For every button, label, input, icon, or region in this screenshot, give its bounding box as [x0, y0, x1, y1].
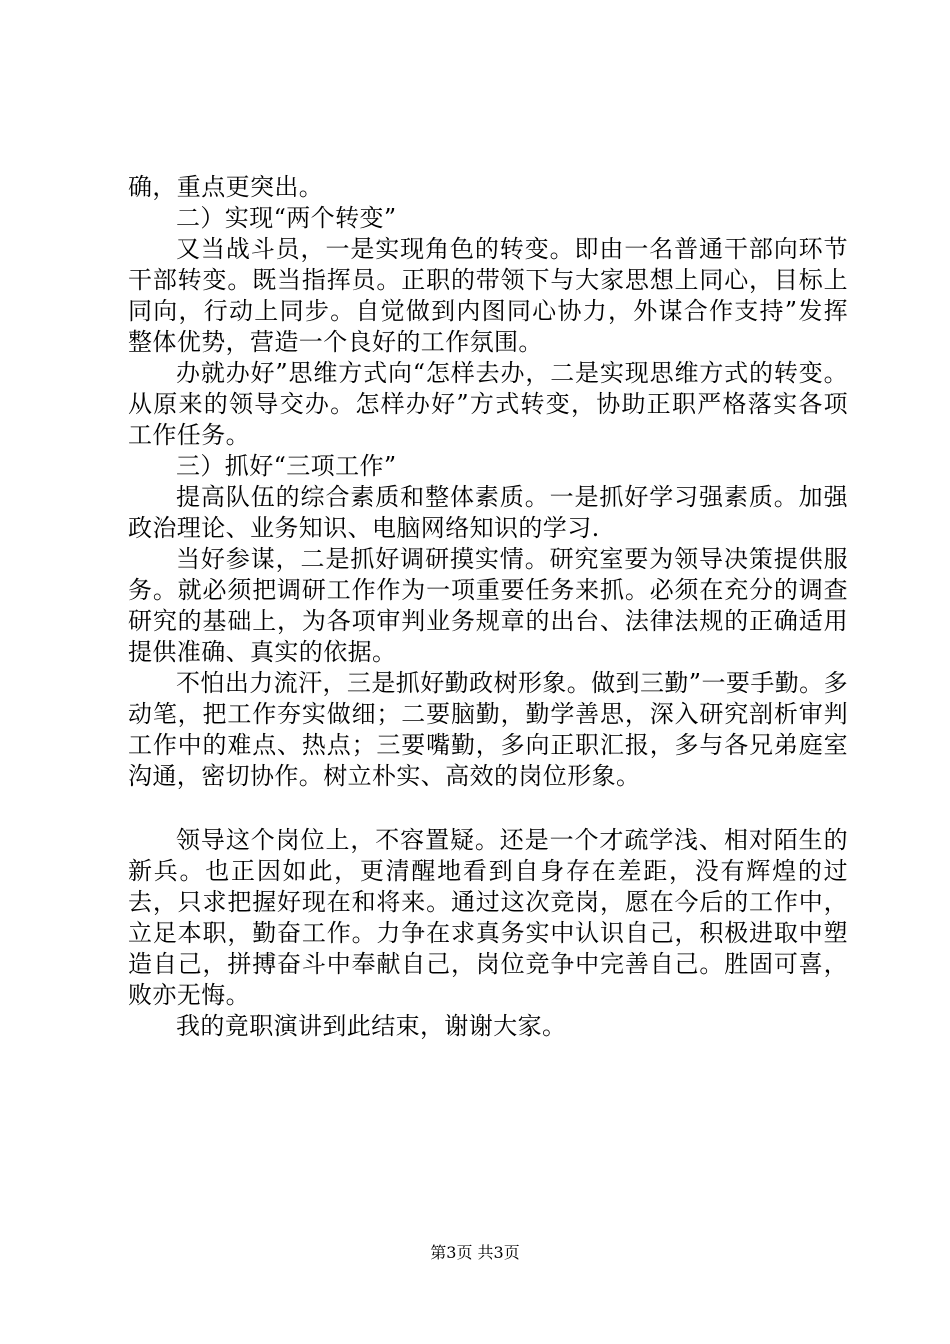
paragraph-study: 提高队伍的综合素质和整体素质。一是抓好学习强素质。加强政治理论、业务知识、电脑网络知识的学习. [128, 483, 848, 542]
section-heading-2: 二）实现“两个转变” [176, 204, 397, 232]
paragraph-role-change: 又当战斗员，一是实现角色的转变。即由一名普通干部向环节干部转变。既当指挥员。正职的带领下与大家思想上同心，目标上同向，行动上同步。自觉做到内图同心协力，外谋合作支持”发挥整体优势，营造一个良好的工作氛围。 [128, 235, 848, 356]
paragraph-conclusion: 领导这个岗位上，不容置疑。还是一个才疏学浅、相对陌生的新兵。也正因如此，更清醒地看到自身存在差距，没有辉煌的过去，只求把握好现在和将来。通过这次竞岗，愿在今后的工作中，立足本职，勤奋工作。力争在求真务实中认识自己，积极进取中塑造自己，拼搏奋斗中奉献自己，岗位竞争中完善自己。胜固可喜，败亦无悔。 [128, 826, 848, 1009]
page-number-footer: 第3页 共3页 [430, 1243, 520, 1262]
paragraph-gap [128, 792, 848, 825]
document-body [128, 172, 848, 1042]
paragraph-1: 确，重点更突出。 [128, 173, 324, 201]
paragraph-thinking-change: 办就办好”思维方式向“怎样去办，二是实现思维方式的转变。从原来的领导交办。怎样办好”方式转变，协助正职严格落实各项工作任务。 [128, 359, 848, 449]
paragraph-research: 当好参谋，二是抓好调研摸实情。研究室要为领导决策提供服务。就必须把调研工作作为一项重要任务来抓。必须在充分的调查研究的基础上，为各项审判业务规章的出台、法律法规的正确适用提供准确、真实的依据。 [128, 545, 848, 666]
paragraph-diligence: 不怕出力流汗，三是抓好勤政树形象。做到三勤”一要手勤。多动笔，把工作夯实做细；二要脑勤，勤学善思，深入研究剖析审判工作中的难点、热点；三要嘴勤，多向正职汇报，多与各兄弟庭室沟通，密切协作。树立朴实、高效的岗位形象。 [128, 669, 848, 790]
section-heading-3: 三）抓好“三项工作” [176, 452, 397, 480]
paragraph-closing: 我的竟职演讲到此结束，谢谢大家。 [176, 1012, 567, 1040]
